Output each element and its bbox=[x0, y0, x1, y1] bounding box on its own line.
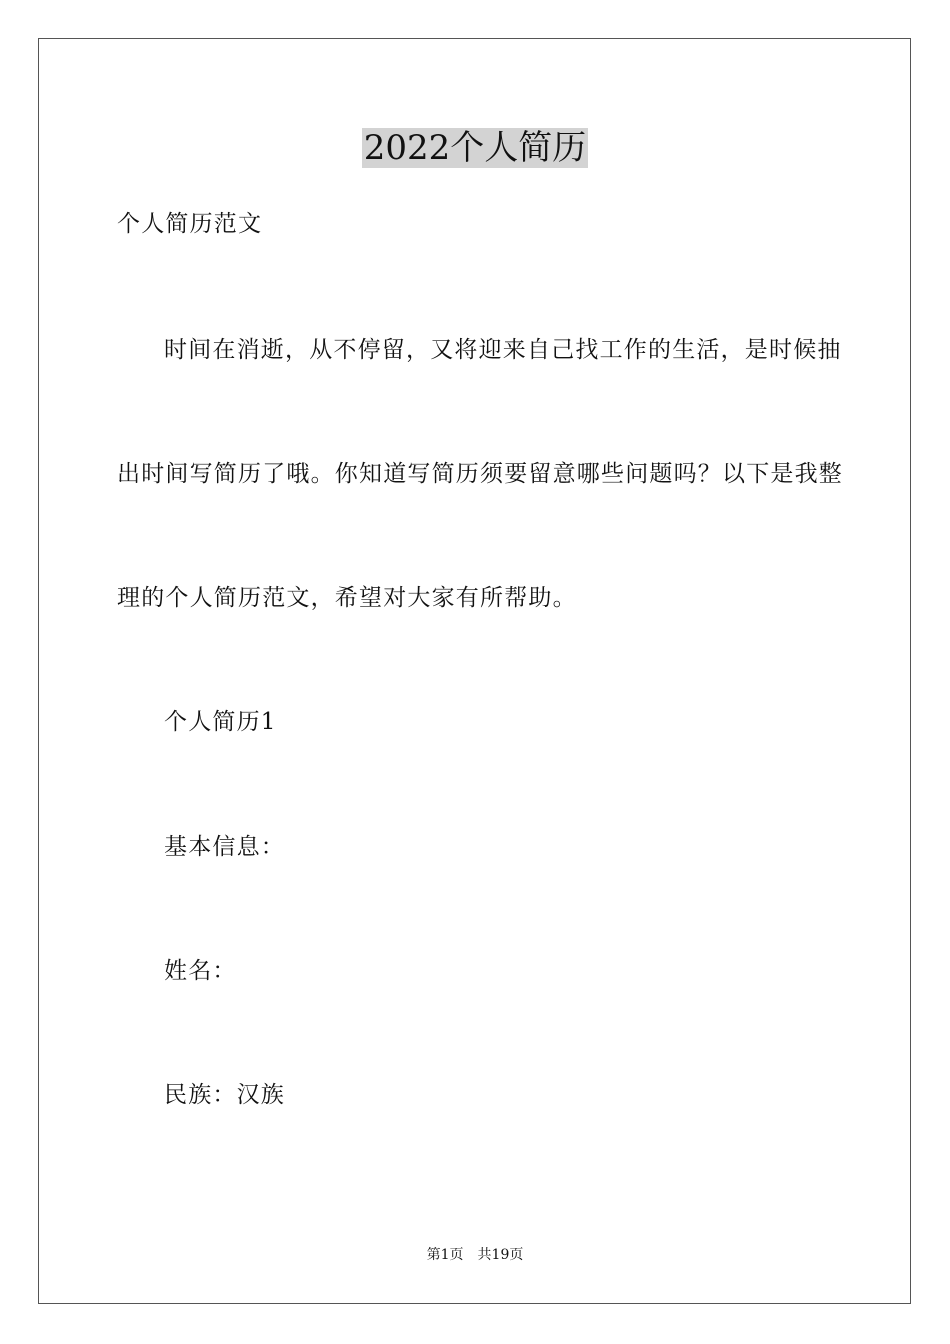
paragraph-line-1: 时间在消逝，从不停留，又将迎来自己找工作的生活，是时候抽 bbox=[164, 337, 842, 363]
page-footer bbox=[0, 1246, 950, 1264]
document-title-text: 2022个人简历 bbox=[363, 128, 587, 168]
section-heading: 个人简历1 bbox=[164, 709, 277, 735]
document-subtitle: 个人简历范文 bbox=[117, 211, 263, 237]
basic-info-label: 基本信息： bbox=[164, 834, 285, 860]
ethnicity-line: 民族：汉族 bbox=[164, 1082, 285, 1108]
name-label: 姓名： bbox=[164, 958, 237, 984]
paragraph-line-2: 出时间写简历了哦。你知道写简历须要留意哪些问题吗？以下是我整 bbox=[117, 461, 843, 487]
paragraph-line-3: 理的个人简历范文，希望对大家有所帮助。 bbox=[117, 585, 577, 611]
page-number-current: 第1页 bbox=[426, 1247, 464, 1263]
document-title bbox=[0, 126, 950, 170]
page-number-total: 共19页 bbox=[477, 1247, 524, 1263]
